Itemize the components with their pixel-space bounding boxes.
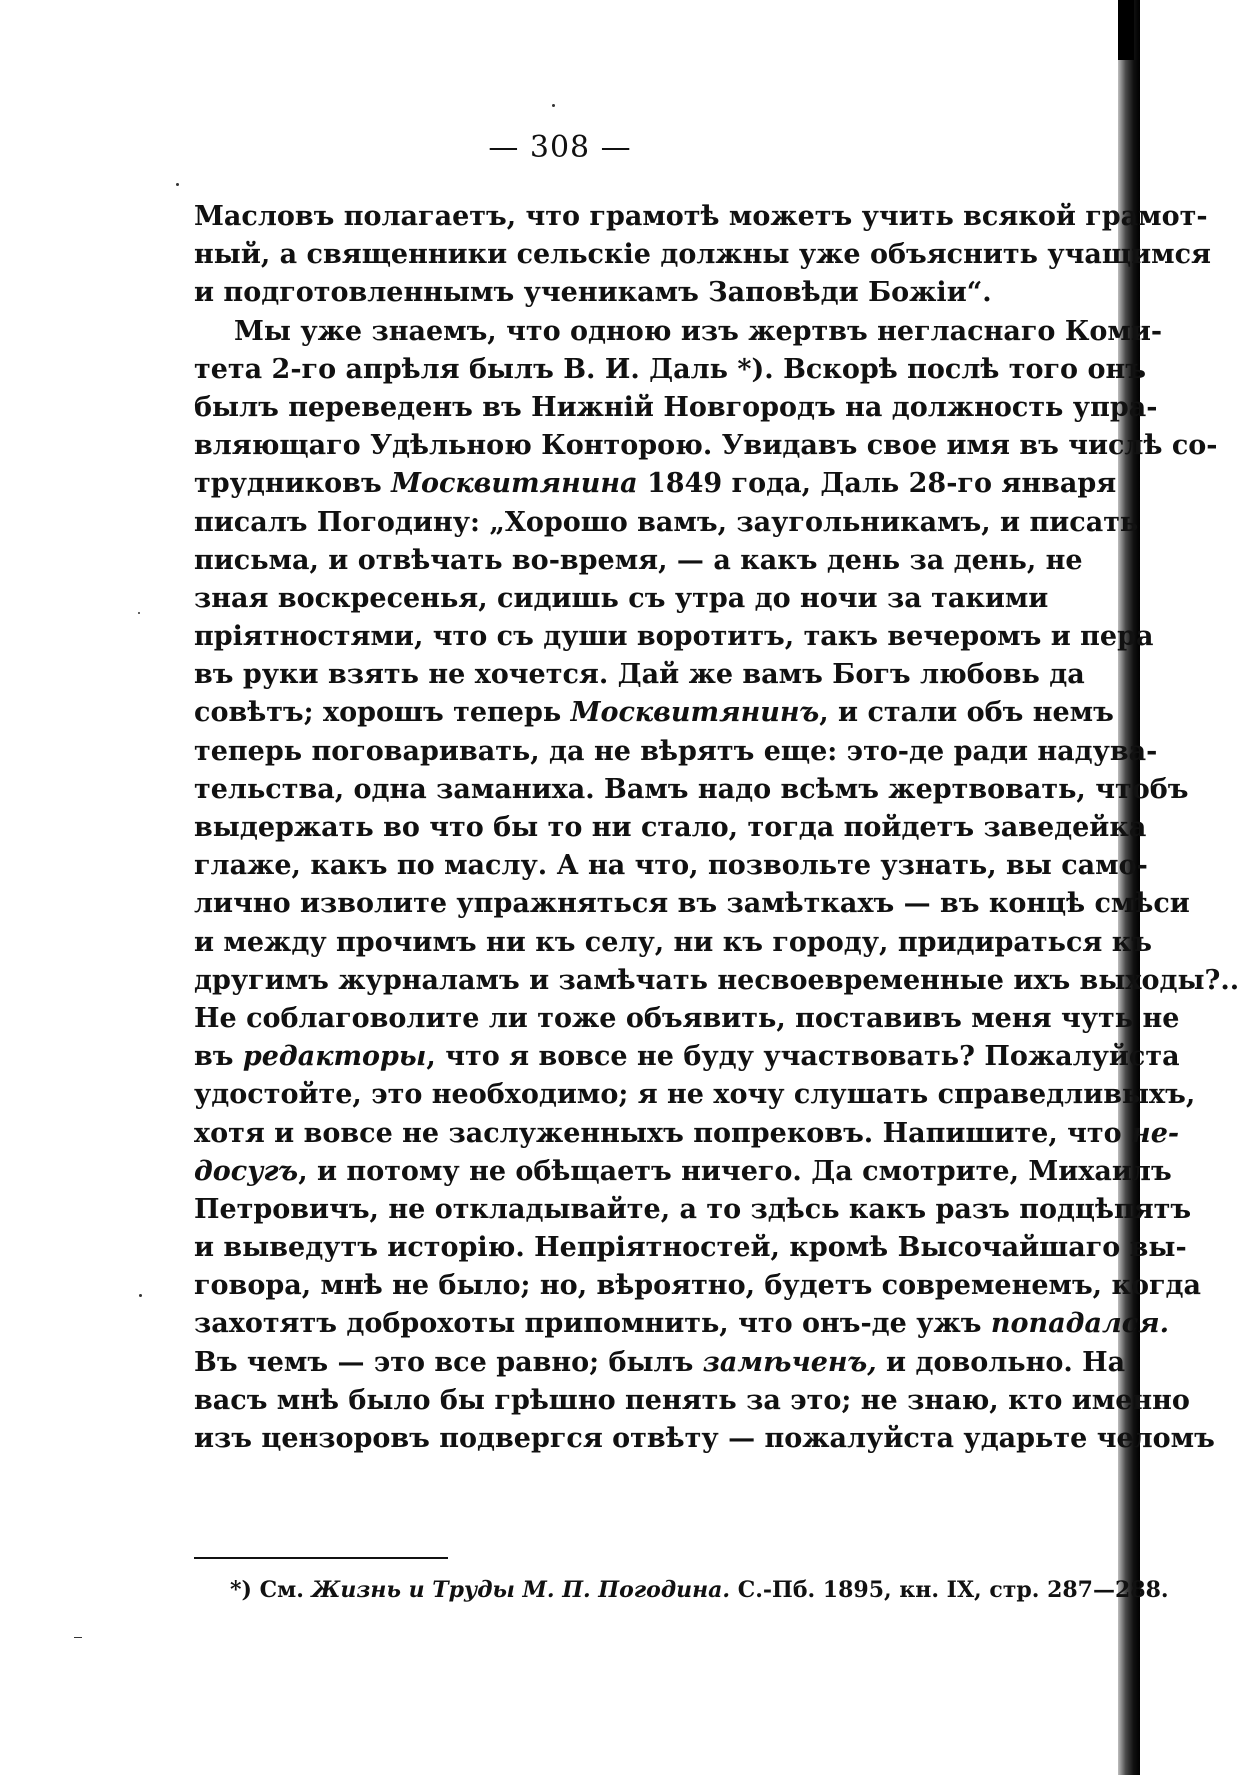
text-line <box>194 847 1148 885</box>
text-line <box>194 313 1163 351</box>
text-line <box>194 351 1146 389</box>
text-segment: вляющаго Удѣльною Конторою. Увидавъ свое имя въ числѣ со- <box>194 430 1218 462</box>
text-segment: и выведутъ исторію. Непріятностей, кромѣ Высочайшаго вы- <box>194 1232 1187 1264</box>
footnote-title: Жизнь и Труды М. П. Погодина. <box>311 1577 731 1603</box>
text-segment: , что я вовсе не буду участвовать? Пожалуйста <box>426 1041 1180 1073</box>
text-segment: удостойте, это необходимо; я не хочу слушать справедливыхъ, <box>194 1079 1196 1111</box>
italic-segment: Москвитянинъ <box>570 697 820 729</box>
text-segment: пріятностями, что съ души воротитъ, такъ вечеромъ и пера <box>194 621 1154 653</box>
italic-segment: Москвитянина <box>391 468 638 500</box>
text-line <box>194 962 1239 1000</box>
text-line <box>194 1038 1180 1076</box>
scan-edge-mark <box>1118 0 1134 60</box>
footnote-details: С.-Пб. 1895, кн. IX, стр. 287—288. <box>730 1577 1169 1603</box>
text-line <box>194 465 1117 503</box>
text-segment: въ руки взять не хочется. Дай же вамъ Богъ любовь да <box>194 659 1085 691</box>
footnote-divider <box>194 1557 448 1559</box>
text-segment: , и стали объ немъ <box>819 697 1114 729</box>
italic-segment: досугъ <box>194 1155 299 1187</box>
text-line <box>194 694 1114 732</box>
text-segment: Масловъ полагаетъ, что грамотѣ можетъ учить всякой грамот- <box>194 201 1208 232</box>
text-segment: глаже, какъ по маслу. А на что, позвольте узнать, вы само- <box>194 850 1148 882</box>
text-segment: выдержать во что бы то ни стало, тогда пойдетъ заведейка <box>194 812 1147 843</box>
text-line <box>194 1229 1187 1267</box>
text-segment: писалъ Погодину: „Хорошо вамъ, заугольникамъ, и писать <box>194 506 1139 538</box>
text-line <box>194 236 1211 274</box>
scan-speck <box>176 183 179 186</box>
text-line <box>194 809 1147 847</box>
text-line <box>194 733 1158 771</box>
text-segment: хотя и вовсе не заслуженныхъ попрековъ. Напишите, что <box>194 1117 1132 1149</box>
text-line <box>194 1420 1215 1458</box>
italic-segment: замѣченъ, <box>702 1346 877 1378</box>
text-line <box>194 1344 1126 1382</box>
text-segment: зная воскресенья, сидишь съ утра до ночи за такими <box>194 582 1049 614</box>
text-segment: письма, и отвѣчать во-время, — а какъ день за день, не <box>194 544 1083 576</box>
text-segment: васъ мнѣ было бы грѣшно пенять за это; не знаю, кто именно <box>194 1384 1190 1416</box>
text-segment: Не соблаговолите ли тоже объявить, поставивъ меня чуть не <box>194 1002 1180 1034</box>
scan-speck <box>139 1294 142 1297</box>
text-line <box>194 274 1016 312</box>
text-segment: Петровичъ, не откладывайте, а то здѣсь какъ разъ подцѣпятъ <box>194 1193 1192 1225</box>
italic-segment: попадался. <box>990 1308 1170 1340</box>
text-segment: трудниковъ <box>194 468 392 500</box>
text-segment: , и потому не обѣщаетъ ничего. Да смотрите, Михаилъ <box>298 1155 1172 1187</box>
scan-speck <box>552 104 555 107</box>
footnote-marker: *) См. <box>230 1577 312 1603</box>
text-segment: и между прочимъ ни къ селу, ни къ городу, придираться къ <box>194 926 1152 958</box>
text-line <box>194 924 1152 962</box>
text-segment: совѣтъ; хорошъ теперь <box>194 697 571 729</box>
text-segment: Мы уже знаемъ, что одною изъ жертвъ негласнаго Коми- <box>234 315 1163 347</box>
text-line <box>194 427 1218 465</box>
scan-speck <box>138 612 140 614</box>
text-line <box>194 885 1190 923</box>
text-line <box>194 1382 1190 1420</box>
text-segment: и довольно. На <box>876 1346 1126 1378</box>
text-segment: тельства, одна заманиха. Вамъ надо всѣмъ жертвовать, чтобъ <box>194 773 1189 805</box>
text-segment: Въ чемъ — это все равно; былъ <box>194 1346 703 1378</box>
text-line <box>194 1000 1180 1038</box>
text-segment: 1849 года, Даль 28-го января <box>637 468 1117 500</box>
text-line <box>194 542 1083 580</box>
text-segment: захотятъ доброхоты припомнить, что онъ-де ужъ <box>194 1308 991 1340</box>
scan-speck <box>74 1637 82 1638</box>
text-segment: и подготовленнымъ ученикамъ Заповѣди Божіи“. <box>194 277 992 309</box>
text-line <box>194 1267 1202 1305</box>
italic-segment: не- <box>1131 1117 1180 1149</box>
text-segment: говора, мнѣ не было; но, вѣроятно, будетъ современемъ, когда <box>194 1270 1202 1302</box>
page-number: — 308 — <box>488 130 632 165</box>
text-line <box>194 618 1154 656</box>
text-line <box>194 504 1139 542</box>
text-line <box>194 771 1189 809</box>
text-segment: былъ переведенъ въ Нижній Новгородъ на должность упра- <box>194 391 1158 423</box>
text-line <box>194 1305 1170 1343</box>
text-segment: ный, а священники сельскіе должны уже объяснить учащимся <box>194 239 1211 271</box>
body-text <box>194 198 1239 1458</box>
text-segment: теперь поговаривать, да не вѣрятъ еще: это-де ради надува- <box>194 735 1158 767</box>
text-segment: въ <box>194 1041 243 1073</box>
text-segment: изъ цензоровъ подвергся отвѣту — пожалуйста ударьте челомъ <box>194 1423 1215 1454</box>
italic-segment: редакторы <box>242 1041 427 1073</box>
footnote <box>230 1577 1169 1603</box>
text-line <box>194 1191 1192 1229</box>
text-line <box>194 1153 1172 1191</box>
text-line <box>194 389 1158 427</box>
text-segment: тета 2-го апрѣля былъ В. И. Даль *). Вскорѣ послѣ того онъ <box>194 353 1146 385</box>
text-segment: лично изволите упражняться въ замѣткахъ — въ концѣ смѣси <box>194 888 1190 920</box>
text-segment: другимъ журналамъ и замѣчать несвоевременные ихъ выходы?.. <box>194 964 1239 996</box>
text-line <box>194 656 1085 694</box>
text-line <box>194 1076 1196 1114</box>
text-line <box>194 1115 1180 1153</box>
text-line <box>194 580 1049 618</box>
text-line <box>194 198 1208 236</box>
